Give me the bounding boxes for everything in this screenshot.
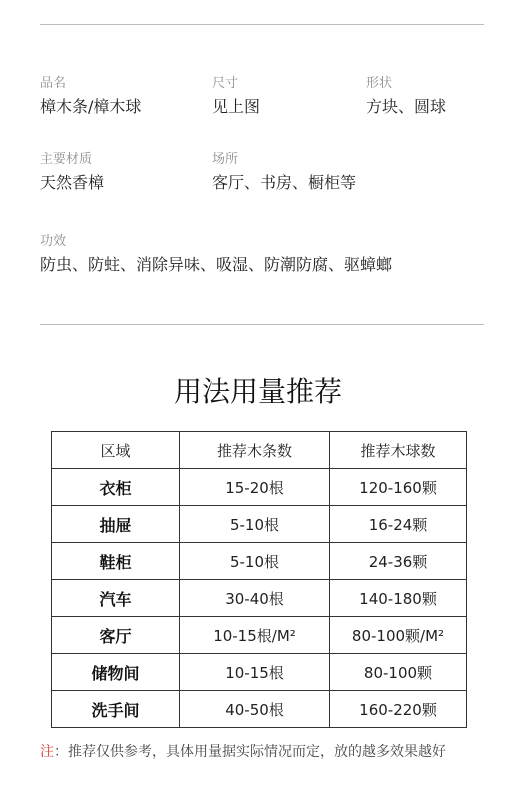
table-row [52, 506, 467, 543]
spec-label: 形状 [366, 76, 393, 91]
header-balls: 推荐木球数 [330, 432, 467, 469]
row-strips: 5-10根 [180, 543, 330, 580]
spec-product-name [40, 76, 141, 118]
row-strips: 10-15根 [180, 654, 330, 691]
spec-value: 天然香樟 [40, 173, 105, 192]
row-balls: 80-100颗/M² [330, 617, 467, 654]
row-area: 客厅 [52, 617, 180, 654]
row-strips: 40-50根 [180, 691, 330, 728]
table-row [52, 543, 467, 580]
table-row [52, 654, 467, 691]
row-balls: 160-220颗 [330, 691, 467, 728]
spec-value: 方块、圆球 [366, 97, 447, 116]
spec-effect [40, 234, 392, 276]
row-strips: 5-10根 [180, 506, 330, 543]
row-balls: 120-160颗 [330, 469, 467, 506]
note-mark: 注 [40, 744, 54, 760]
spec-label: 主要材质 [40, 152, 93, 167]
spec-label: 尺寸 [212, 76, 239, 91]
header-area: 区域 [52, 432, 180, 469]
row-strips: 15-20根 [180, 469, 330, 506]
table-row [52, 469, 467, 506]
usage-table [51, 431, 467, 728]
row-balls: 140-180颗 [330, 580, 467, 617]
usage-note [40, 742, 446, 762]
row-area: 储物间 [52, 654, 180, 691]
spec-label: 品名 [40, 76, 67, 91]
row-area: 鞋柜 [52, 543, 180, 580]
row-area: 抽屉 [52, 506, 180, 543]
row-balls: 80-100颗 [330, 654, 467, 691]
spec-value: 防虫、防蛀、消除异味、吸湿、防潮防腐、驱蟑螂 [40, 255, 393, 274]
spec-place [212, 152, 356, 194]
row-strips: 10-15根/M² [180, 617, 330, 654]
spec-label: 场所 [212, 152, 239, 167]
middle-divider [40, 324, 484, 325]
note-text: ：推荐仅供参考，具体用量据实际情况而定，放的越多效果越好 [54, 744, 446, 760]
row-strips: 30-40根 [180, 580, 330, 617]
table-row [52, 617, 467, 654]
spec-size [212, 76, 260, 118]
table-row [52, 580, 467, 617]
spec-value: 见上图 [212, 97, 261, 116]
row-balls: 24-36颗 [330, 543, 467, 580]
table-row [52, 691, 467, 728]
table-header-row [52, 432, 467, 469]
usage-title: 用法用量推荐 [173, 375, 342, 408]
spec-value: 樟木条/樟木球 [40, 97, 142, 116]
header-strips: 推荐木条数 [180, 432, 330, 469]
spec-material [40, 152, 104, 194]
row-area: 洗手间 [52, 691, 180, 728]
row-balls: 16-24颗 [330, 506, 467, 543]
row-area: 汽车 [52, 580, 180, 617]
top-divider [40, 24, 484, 25]
spec-value: 客厅、书房、橱柜等 [212, 173, 357, 192]
row-area: 衣柜 [52, 469, 180, 506]
spec-shape [366, 76, 446, 118]
spec-label: 功效 [40, 234, 67, 249]
